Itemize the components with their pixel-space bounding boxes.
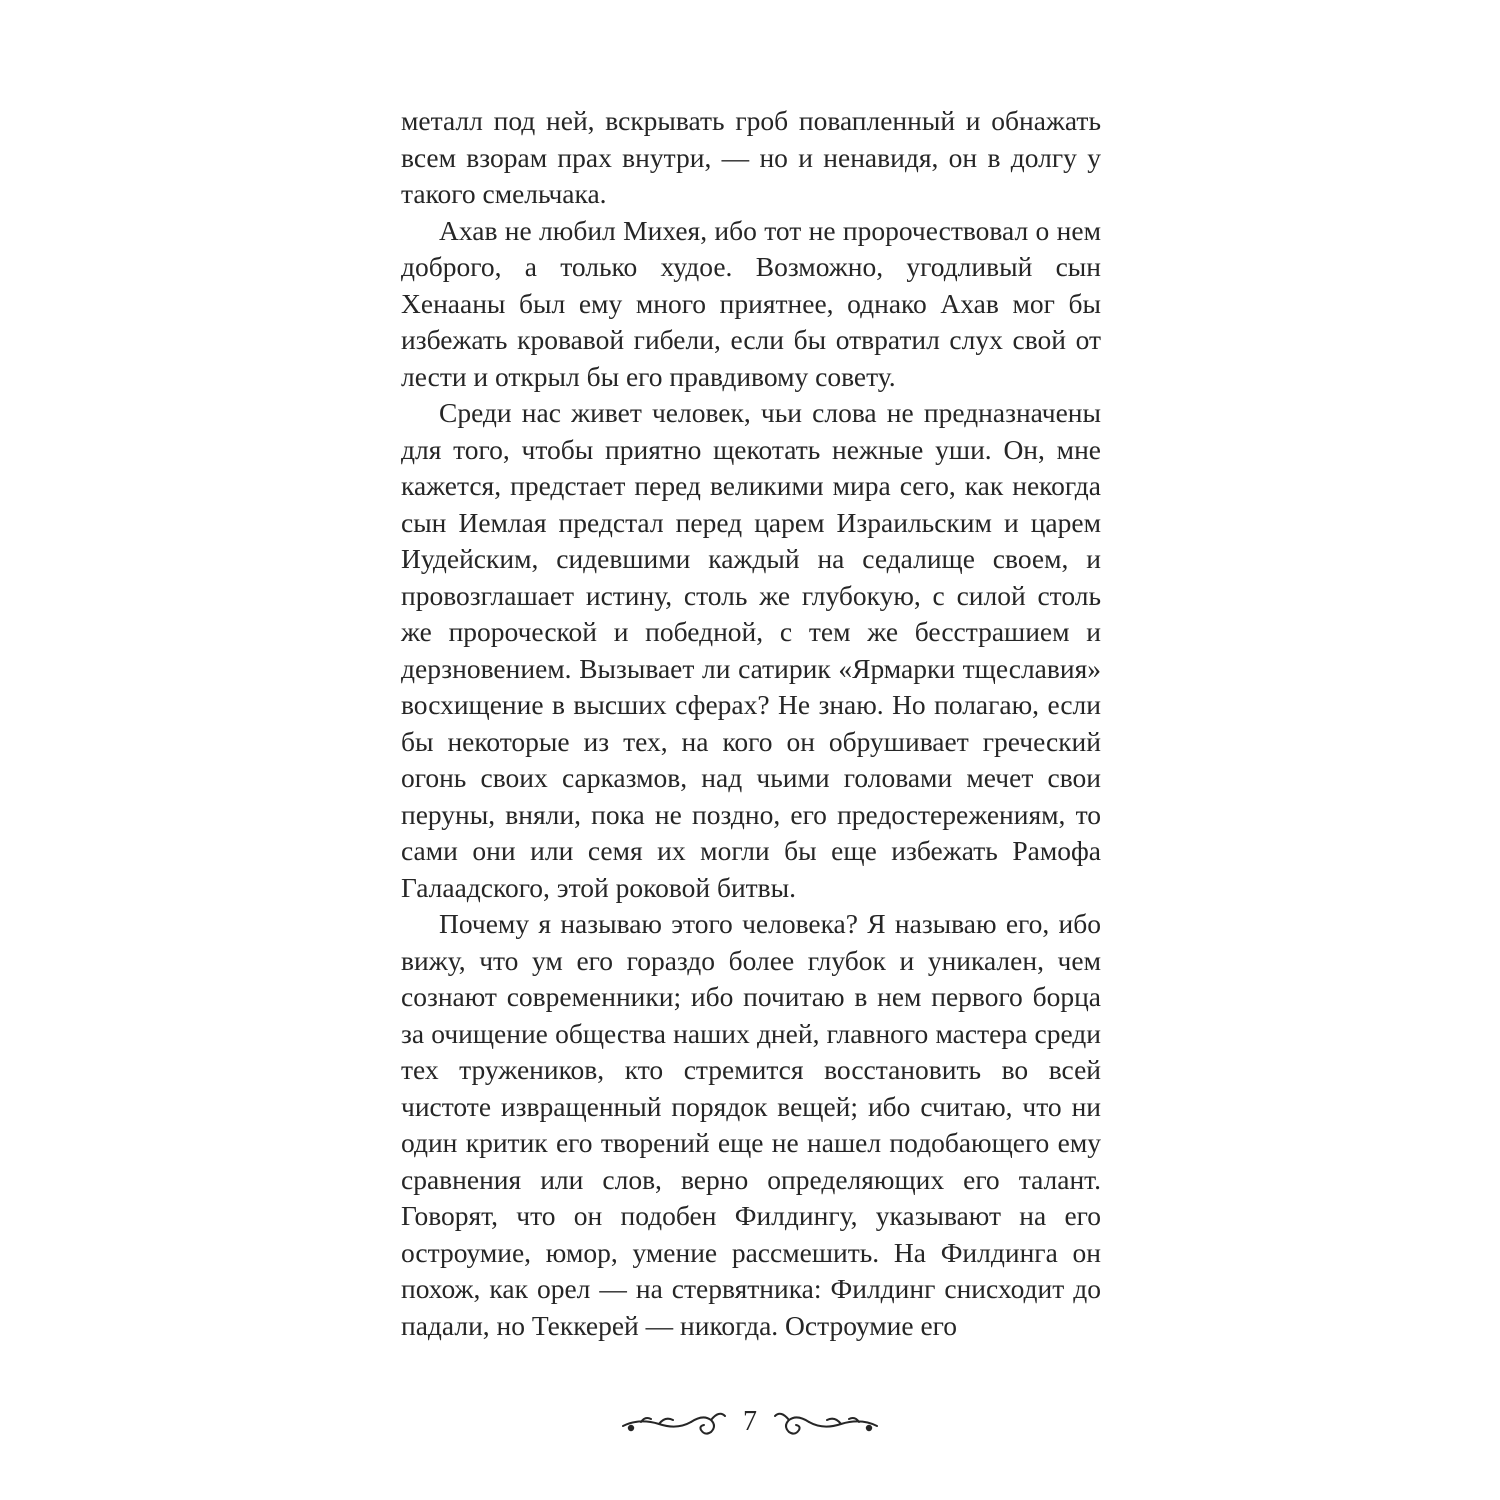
scroll-flourish-left-icon	[619, 1400, 729, 1444]
paragraph-thackeray: Почему я называю этого человека? Я называю его, ибо вижу, что ум его гораздо более глубок и уникален, чем сознают современники; ибо почитаю в нем первого борца за очищение общества наших дней, главного мастера среди тех тружеников, кто стремится восстановить во всей чистоте извращенный порядок вещей; ибо считаю, что ни один критик его творений еще не нашел подобающего ему сравнения или слов, верно определяющих его талант. Говорят, что он подобен Филдингу, указывают на его остроумие, юмор, умение рассмешить. На Филдинга он похож, как орел — на стервятника: Филдинг снисходит до падали, но Теккерей — никогда. Остроумие его	[401, 908, 1101, 1341]
paragraph-continuation: металл под ней, вскрывать гроб повапленный и обнажать всем взорам прах внутри, — но и ненавидя, он в долгу у такого смельчака.	[401, 105, 1101, 209]
body-text	[401, 103, 1101, 1344]
paragraph-satirist: Среди нас живет человек, чьи слова не предназначены для того, чтобы приятно щекотать нежные уши. Он, мне кажется, предстает перед великими мира сего, как некогда сын Иемлая предстал перед царем Израильским и царем Иудейским, сидевшими каждый на седалище своем, и провозглашает истину, столь же глубокую, с силой столь же пророческой и победной, с тем же бесстрашием и дерзновением. Вызывает ли сатирик «Ярмарки тщеславия» восхищение в высших сферах? Не знаю. Но полагаю, если бы некоторые из тех, на кого он обрушивает греческий огонь своих сарказмов, над чьими головами мечет свои перуны, вняли, пока не поздно, его предостережениям, то сами они или семя их могли бы еще избежать Рамофа Галаадского, этой роковой битвы.	[401, 397, 1101, 903]
page-number: 7	[743, 1406, 757, 1437]
scroll-flourish-right-icon	[771, 1400, 881, 1444]
paragraph-ahab: Ахав не любил Михея, ибо тот не пророчествовал о нем доброго, а только худое. Возможно, угодливый сын Хенааны был ему много приятнее, однако Ахав мог бы избежать кровавой гибели, если бы отвратил слух свой от лести и открыл бы его правдивому совету.	[401, 214, 1101, 392]
page-folio	[600, 1400, 900, 1444]
